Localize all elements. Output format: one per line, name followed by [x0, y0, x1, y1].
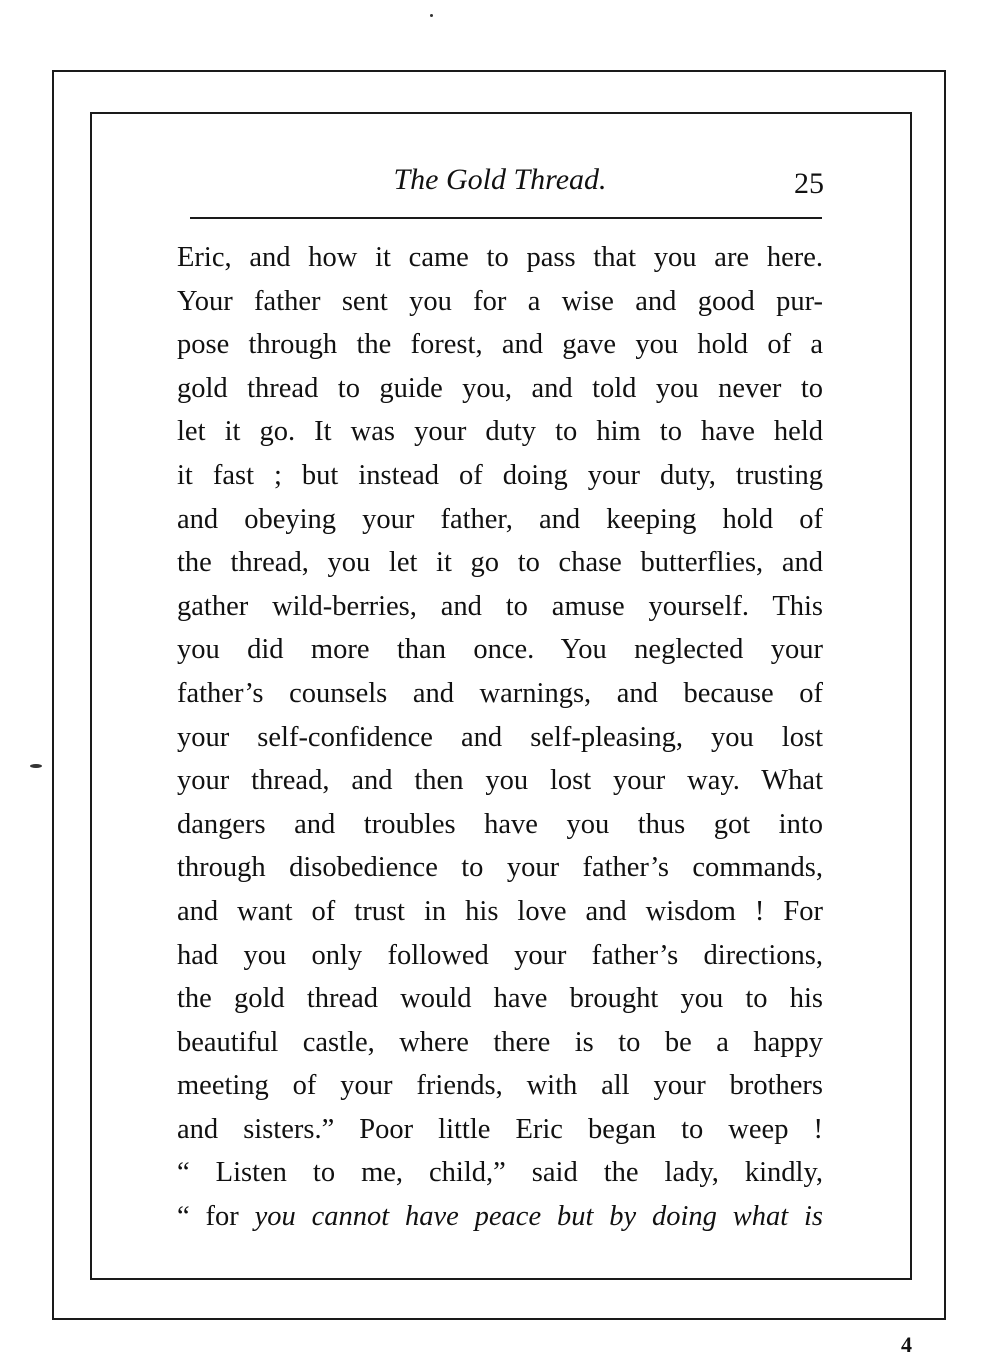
text-line: beautiful castle, where there is to be a happy — [177, 1026, 823, 1058]
text-line: “ Listen to me, child,” said the lady, kindly, — [177, 1157, 823, 1189]
text-line: had you only followed your father’s directions, — [177, 939, 823, 971]
last-line-italic: you cannot have peace but by doing what is — [254, 1201, 824, 1233]
text-line: and sisters.” Poor little Eric began to weep ! — [177, 1113, 823, 1145]
text-line-last — [177, 1195, 823, 1239]
running-head — [176, 160, 824, 204]
text-line: meeting of your friends, with all your brothers — [177, 1070, 823, 1102]
body-text — [177, 236, 823, 1239]
print-speck — [30, 764, 42, 768]
text-line: your self-confidence and self-pleasing, you lost — [177, 721, 823, 753]
text-line: pose through the forest, and gave you hold of a — [177, 329, 823, 361]
signature-mark: 4 — [901, 1332, 912, 1357]
text-line: you did more than once. You neglected your — [177, 634, 823, 666]
text-line: the gold thread would have brought you to his — [177, 983, 823, 1015]
text-line: it fast ; but instead of doing your duty, trusting — [177, 459, 823, 491]
text-line: gather wild-berries, and to amuse yourself. This — [177, 590, 823, 622]
text-line: and want of trust in his love and wisdom ! For — [177, 895, 823, 927]
text-line: through disobedience to your father’s commands, — [177, 852, 823, 884]
text-line: let it go. It was your duty to him to have held — [177, 416, 823, 448]
text-line: father’s counsels and warnings, and because of — [177, 677, 823, 709]
text-line: the thread, you let it go to chase butterflies, and — [177, 547, 823, 579]
last-line-roman: “ for — [177, 1201, 239, 1233]
page-number: 25 — [794, 167, 824, 200]
running-title: The Gold Thread. — [393, 163, 607, 196]
text-line: Your father sent you for a wise and good pur- — [177, 285, 823, 317]
text-line: dangers and troubles have you thus got into — [177, 808, 823, 840]
text-line: Eric, and how it came to pass that you are here. — [177, 242, 823, 273]
text-line: and obeying your father, and keeping hold of — [177, 503, 823, 535]
header-rule — [190, 217, 822, 219]
text-line: your thread, and then you lost your way. What — [177, 765, 823, 797]
print-speck — [430, 14, 433, 17]
text-line: gold thread to guide you, and told you never to — [177, 372, 823, 404]
